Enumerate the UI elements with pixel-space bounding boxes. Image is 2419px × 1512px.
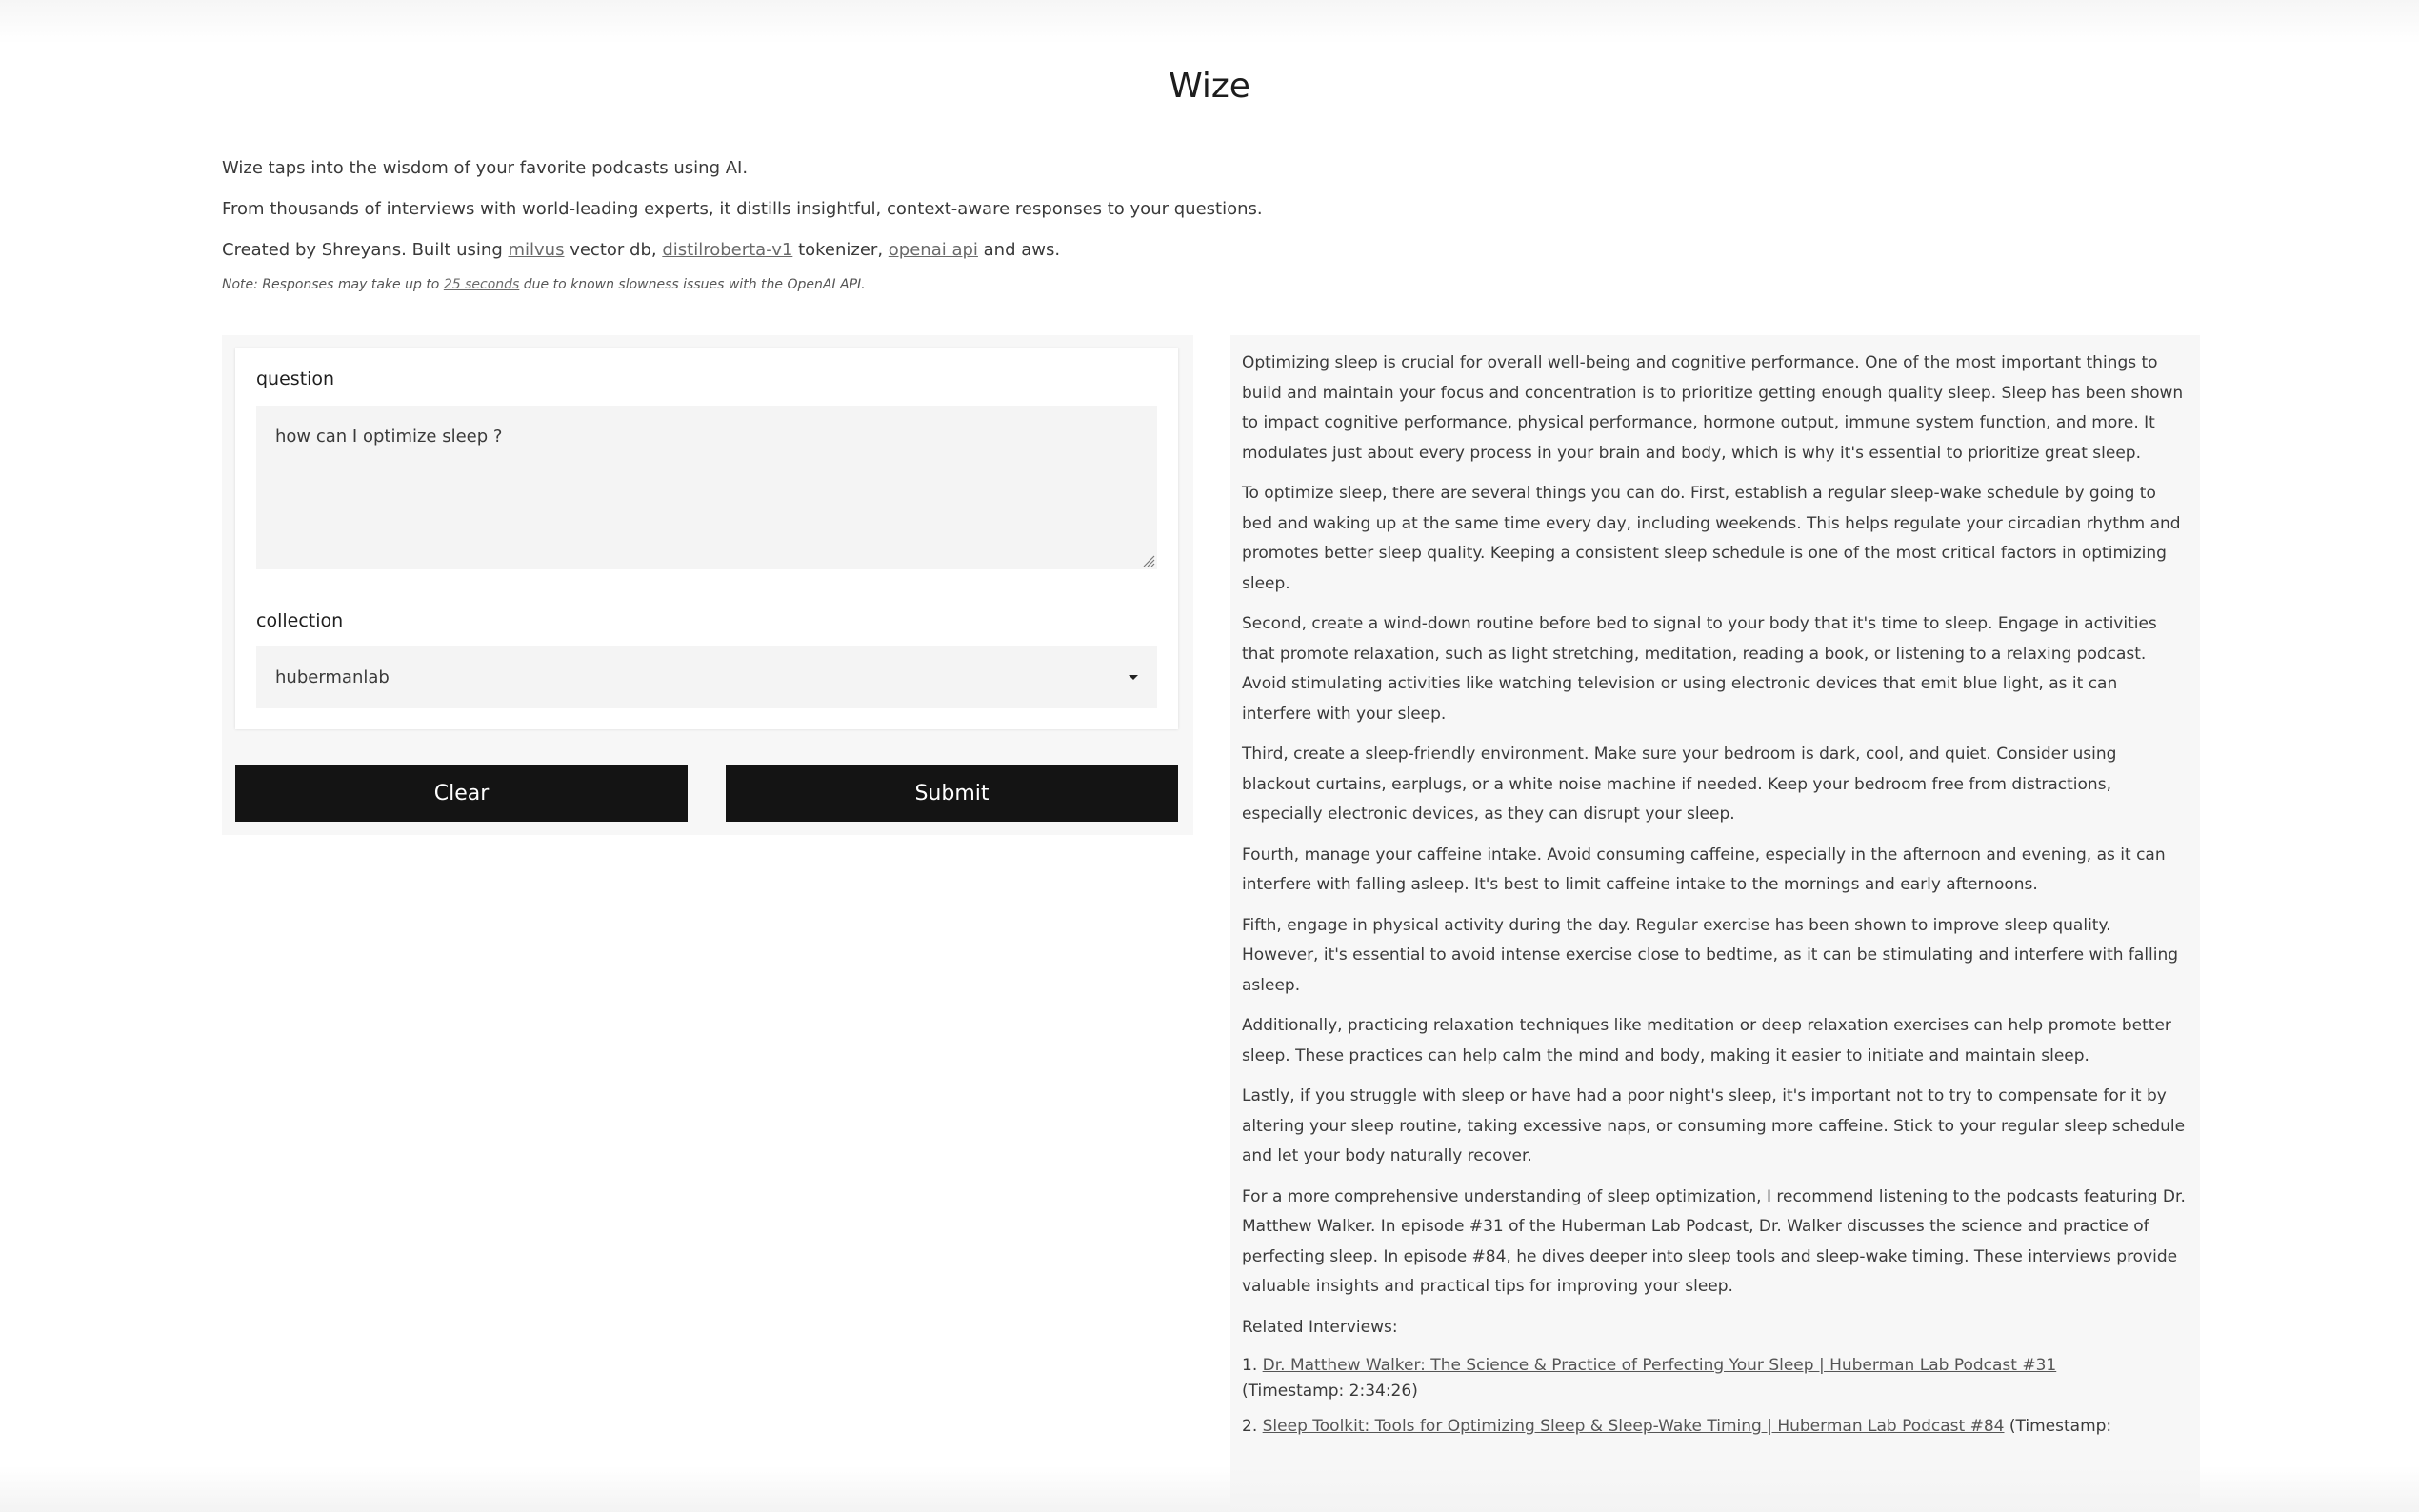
related-timestamp: (Timestamp: 2:34:26) <box>1242 1382 1418 1401</box>
related-heading: Related Interviews: <box>1242 1317 1398 1337</box>
top-bar <box>0 0 2419 44</box>
credits-mid-1: vector db, <box>570 240 657 260</box>
related-number: 1. <box>1242 1356 1258 1375</box>
answer-paragraph: For a more comprehensive understanding of sleep optimization, I recommend listening to the podcasts featuring Dr. Matthew Walker. In episode #31 of the Huberman Lab Podcast, Dr. Walker discusses the science and practice of perfecting sleep. In episode #84, he dives deeper into sleep tools and sleep-wake timing. These interviews provide valuable insights and practical tips for improving your sleep. <box>1242 1186 2186 1296</box>
related-item <box>1242 1414 2189 1440</box>
note-pre: Note: Responses may take up to <box>222 277 440 292</box>
collection-label: collection <box>256 610 344 631</box>
query-panel <box>222 335 1193 835</box>
answer-paragraph: Lastly, if you struggle with sleep or have had a poor night's sleep, it's important not to try to compensate for it by altering your sleep routine, taking excessive naps, or consuming more caffeine. Stick to your regular sleep schedule and let your body naturally recover. <box>1242 1086 2186 1165</box>
query-form <box>235 348 1178 729</box>
related-timestamp: (Timestamp: <box>2009 1417 2112 1436</box>
openai-api-link[interactable]: openai api <box>888 240 978 260</box>
credits-pre: Created by Shreyans. Built using <box>222 240 503 260</box>
chevron-down-icon <box>1129 675 1138 680</box>
related-interview-link[interactable]: Dr. Matthew Walker: The Science & Practice of Perfecting Your Sleep | Huberman Lab Podcast #31 <box>1262 1356 2057 1375</box>
answer-paragraph: Third, create a sleep-friendly environment. Make sure your bedroom is dark, cool, and quiet. Consider using blackout curtains, earplugs, or a white noise machine if needed. Keep your bedroom free from distractions, especially electronic devices, as they can disrupt your sleep. <box>1242 745 2117 824</box>
question-text: how can I optimize sleep ? <box>275 427 503 447</box>
intro-line-2: From thousands of interviews with world-leading experts, it distills insightful, context-aware responses to your questions. <box>222 199 1263 219</box>
answer-paragraph: To optimize sleep, there are several things you can do. First, establish a regular sleep-wake schedule by going to bed and waking up at the same time every day, including weekends. This helps regulate your circadian rhythm and promotes better sleep quality. Keeping a consistent sleep schedule is one of the most critical factors in optimizing sleep. <box>1242 484 2181 593</box>
question-textarea[interactable] <box>256 406 1157 569</box>
page-title: Wize <box>1169 67 1250 106</box>
answer-paragraph: Fifth, engage in physical activity during the day. Regular exercise has been shown to improve sleep quality. However, it's essential to avoid intense exercise close to bedtime, as it can be stimulating and interfere with falling asleep. <box>1242 915 2179 995</box>
related-number: 2. <box>1242 1417 1258 1436</box>
bottom-bar <box>0 1466 2419 1512</box>
intro-section <box>222 148 1460 299</box>
note-post: due to known slowness issues with the OpenAI API. <box>523 277 866 292</box>
answer-paragraph: Fourth, manage your caffeine intake. Avoid consuming caffeine, especially in the afternoon and evening, as it can interfere with falling asleep. It's best to limit caffeine intake to the mornings and early afternoons. <box>1242 845 2166 894</box>
intro-line-1: Wize taps into the wisdom of your favorite podcasts using AI. <box>222 158 749 178</box>
related-item <box>1242 1353 2189 1404</box>
answer-paragraph: Second, create a wind-down routine before bed to signal to your body that it's time to sleep. Engage in activities that promote relaxation, such as light stretching, meditation, reading a book, or listening to a relaxing podcast. Avoid stimulating activities like watching television or using electronic devices that emit blue light, as it can interfere with your sleep. <box>1242 614 2157 724</box>
collection-select[interactable] <box>256 646 1157 708</box>
credits-mid-2: tokenizer, <box>798 240 884 260</box>
slowness-note <box>222 270 1460 299</box>
note-seconds-link[interactable]: 25 seconds <box>443 277 520 292</box>
distilroberta-link[interactable]: distilroberta-v1 <box>662 240 793 260</box>
collection-selected-value: hubermanlab <box>275 666 390 687</box>
clear-button[interactable]: Clear <box>235 765 688 822</box>
related-interview-link[interactable]: Sleep Toolkit: Tools for Optimizing Sleep & Sleep-Wake Timing | Huberman Lab Podcast #84 <box>1262 1417 2005 1436</box>
intro-line-3 <box>222 229 1460 270</box>
answer-paragraph: Optimizing sleep is crucial for overall well-being and cognitive performance. One of the most important things to build and maintain your focus and concentration is to prioritize getting enough quality sleep. Sleep has been shown to impact cognitive performance, physical performance, hormone output, immune system function, and more. It modulates just about every process in your brain and body, which is why it's essential to prioritize great sleep. <box>1242 353 2184 463</box>
credits-post: and aws. <box>983 240 1061 260</box>
resize-handle-icon[interactable] <box>1142 554 1155 567</box>
answer-paragraph: Additionally, practicing relaxation techniques like meditation or deep relaxation exercises can help promote better sleep. These practices can help calm the mind and body, making it easier to initiate and maintain sleep. <box>1242 1016 2171 1065</box>
submit-button[interactable]: Submit <box>726 765 1178 822</box>
milvus-link[interactable]: milvus <box>508 240 565 260</box>
answer-content <box>1242 348 2189 1440</box>
question-label: question <box>256 368 335 389</box>
answer-panel <box>1230 335 2200 1512</box>
